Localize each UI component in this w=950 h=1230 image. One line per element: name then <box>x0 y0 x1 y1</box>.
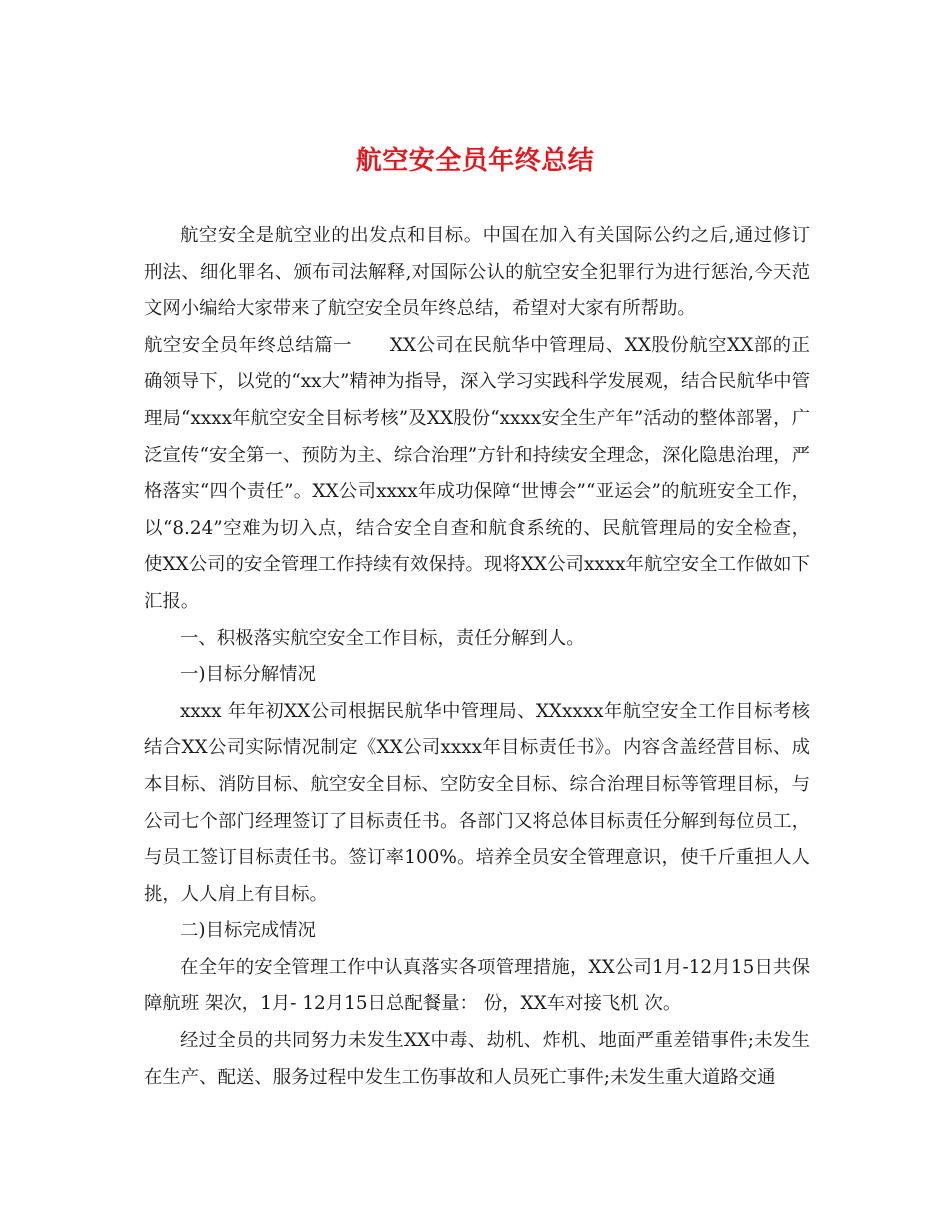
section-one-paragraph: 航空安全员年终总结篇一 XX公司在民航华中管理局、XX股份航空XX部的正确领导下，以党的“xx大”精神为指导，深入学习实践科学发展观，结合民航华中管理局“xxxx年航空安全目标考核”及XX股份“xxxx安全生产年”活动的整体部署，广泛宣传“安全第一、预防为主、综合治理”方针和持续安全理念，深化隐患治理，严格落实“四个责任”。XX公司xxxx年成功保障“世博会”“亚运会”的航班安全工作，以“8.24”空难为切入点，结合安全自查和航食系统的、民航管理局的安全检查，使XX公司的安全管理工作持续有效保持。现将XX公司xxxx年航空安全工作做如下汇报。 <box>144 334 810 612</box>
document-title: 航空安全员年终总结 <box>355 146 595 176</box>
subheading-goal-completion: 二)目标完成情况 <box>180 920 316 942</box>
intro-paragraph: 航空安全是航空业的出发点和目标。中国在加入有关国际公约之后,通过修订刑法、细化罪名、颁布司法解释,对国际公认的航空安全犯罪行为进行惩治,今天范文网小编给大家带来了航空安全员年终总结，希望对大家有所帮助。 <box>144 225 810 320</box>
goal-completion-paragraph: 在全年的安全管理工作中认真落实各项管理措施，XX公司1月-12月15日共保障航班 架次，1月- 12月15日总配餐量： 份，XX车对接飞机 次。 <box>144 956 810 1015</box>
heading-goal-implementation: 一、积极落实航空安全工作目标，责任分解到人。 <box>180 627 585 649</box>
subheading-goal-breakdown: 一)目标分解情况 <box>180 664 316 686</box>
goal-breakdown-paragraph: xxxx 年年初XX公司根据民航华中管理局、XXxxxx年航空安全工作目标考核结合XX公司实际情况制定《XX公司xxxx年目标责任书》。内容含盖经营目标、成本目标、消防目标、航空安全目标、空防安全目标、综合治理目标等管理目标，与公司七个部门经理签订了目标责任书。各部门又将总体目标责任分解到每位员工，与员工签订目标责任书。签订率100%。培养全员安全管理意识，使千斤重担人人挑，人人肩上有目标。 <box>144 700 810 905</box>
document-body <box>144 218 810 1096</box>
safety-results-paragraph: 经过全员的共同努力未发生XX中毒、劫机、炸机、地面严重差错事件;未发生在生产、配送、服务过程中发生工伤事故和人员死亡事件;未发生重大道路交通 <box>144 1030 810 1088</box>
